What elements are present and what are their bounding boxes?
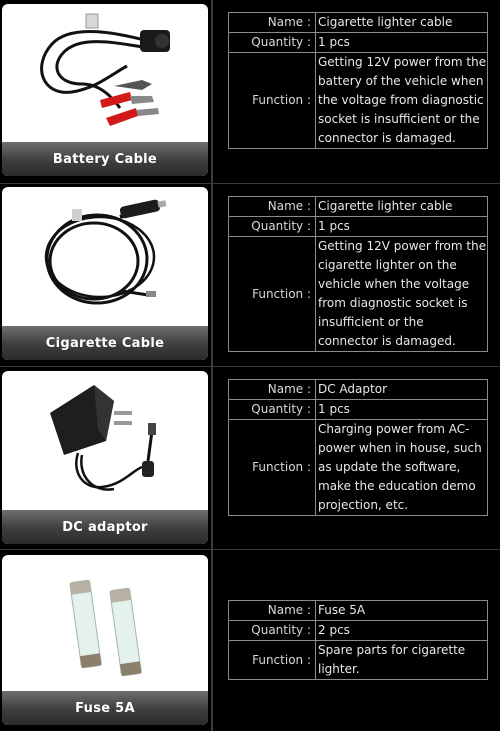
cigarette-cable-image <box>2 187 208 327</box>
accessory-row-cigarette-cable <box>0 184 500 367</box>
quantity-value: 1 pcs <box>316 217 488 237</box>
column-divider <box>211 367 213 549</box>
quantity-value: 2 pcs <box>316 621 488 641</box>
name-value: Cigarette lighter cable <box>316 197 488 217</box>
product-caption: Battery Cable <box>2 142 208 176</box>
function-value: Getting 12V power from the cigarette lighter on the vehicle when the voltage from diagnostic socket is insufficient or the connector is damaged. <box>316 237 488 352</box>
accessory-row-dc-adaptor <box>0 367 500 550</box>
name-label: Name : <box>229 380 316 400</box>
battery-cable-image <box>2 4 208 144</box>
function-label: Function : <box>229 53 316 149</box>
name-label: Name : <box>229 601 316 621</box>
spec-table <box>228 196 488 352</box>
accessory-row-battery-cable <box>0 0 500 184</box>
quantity-label: Quantity : <box>229 400 316 420</box>
product-card <box>2 555 208 725</box>
spec-table <box>228 600 488 680</box>
function-value: Getting 12V power from the battery of the vehicle when the voltage from diagnostic socket is insufficient or the connector is damaged. <box>316 53 488 149</box>
fuse-image <box>2 555 208 695</box>
name-value: Fuse 5A <box>316 601 488 621</box>
product-caption: Fuse 5A <box>2 691 208 725</box>
name-value: Cigarette lighter cable <box>316 13 488 33</box>
quantity-value: 1 pcs <box>316 400 488 420</box>
function-label: Function : <box>229 420 316 516</box>
column-divider <box>211 0 213 183</box>
name-label: Name : <box>229 197 316 217</box>
name-label: Name : <box>229 13 316 33</box>
product-card <box>2 371 208 544</box>
product-caption: DC adaptor <box>2 510 208 544</box>
spec-table <box>228 12 488 149</box>
product-caption: Cigarette Cable <box>2 326 208 360</box>
quantity-value: 1 pcs <box>316 33 488 53</box>
spec-table <box>228 379 488 516</box>
product-card <box>2 4 208 176</box>
column-divider <box>211 184 213 366</box>
name-value: DC Adaptor <box>316 380 488 400</box>
column-divider <box>211 550 213 731</box>
accessory-row-fuse <box>0 550 500 731</box>
quantity-label: Quantity : <box>229 217 316 237</box>
function-label: Function : <box>229 641 316 680</box>
dc-adaptor-image <box>2 371 208 511</box>
function-value: Spare parts for cigarette lighter. <box>316 641 488 680</box>
quantity-label: Quantity : <box>229 621 316 641</box>
product-card <box>2 187 208 360</box>
quantity-label: Quantity : <box>229 33 316 53</box>
function-value: Charging power from AC-power when in house, such as update the software, make the education demo projection, etc. <box>316 420 488 516</box>
function-label: Function : <box>229 237 316 352</box>
